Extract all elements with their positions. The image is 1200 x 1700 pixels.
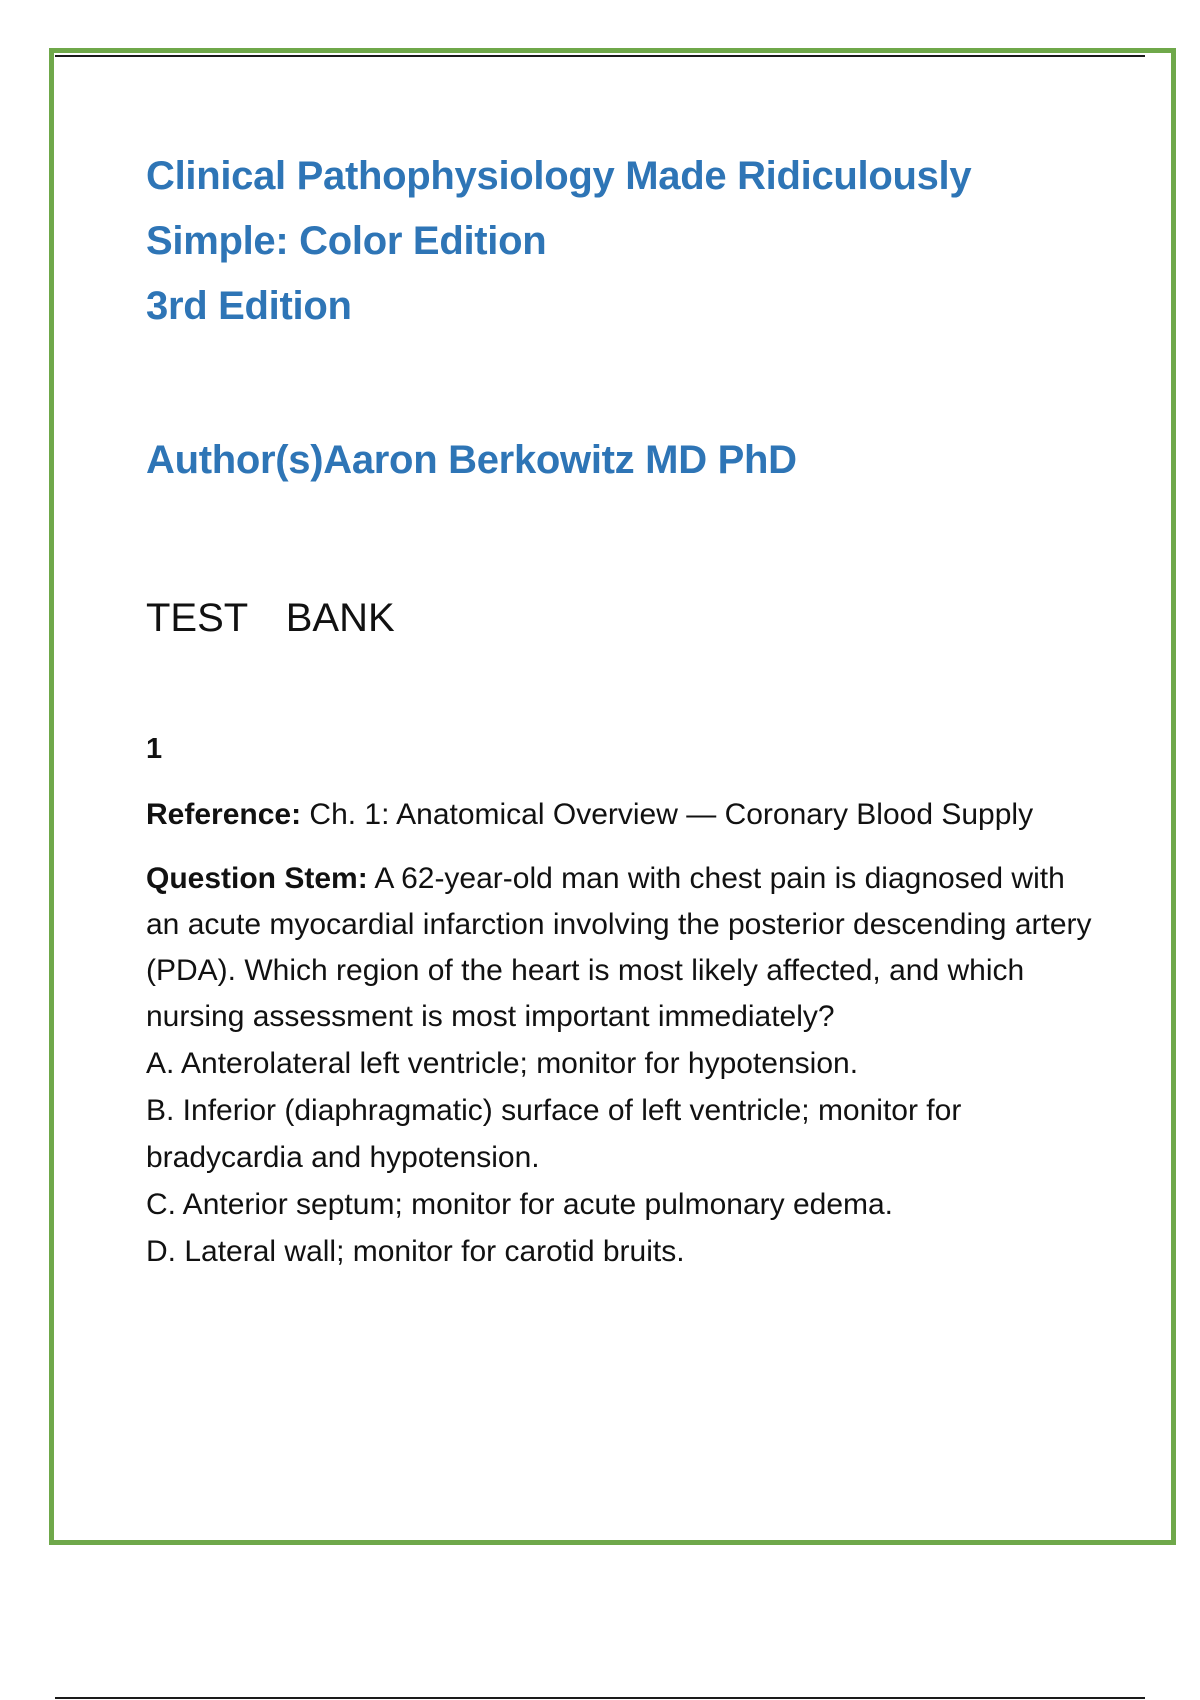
edition-label: 3rd Edition — [146, 284, 352, 328]
answer-option-c: C. Anterior septum; monitor for acute pulmonary edema. — [146, 1188, 894, 1221]
question-number: 1 — [146, 733, 163, 765]
stem-label: Question Stem: — [146, 862, 368, 895]
answer-option-d: D. Lateral wall; monitor for carotid bruits. — [146, 1235, 685, 1268]
question-stem — [146, 856, 1106, 1040]
author-line: Author(s)Aaron Berkowitz MD PhD — [146, 438, 797, 482]
reference-text: Ch. 1: Anatomical Overview — Coronary Blood Supply — [301, 798, 1034, 831]
top-rule — [55, 55, 1145, 57]
reference-label: Reference: — [146, 798, 302, 831]
answer-option-b: B. Inferior (diaphragmatic) surface of left ventricle; monitor for bradycardia and hypotension. — [146, 1094, 962, 1174]
document-content — [146, 144, 1106, 1275]
test-bank-heading: TEST BANK — [146, 596, 395, 640]
bottom-rule — [55, 1697, 1145, 1699]
question-reference — [146, 792, 1106, 838]
answer-options — [146, 1040, 1106, 1275]
stem-text: A 62-year-old man with chest pain is diagnosed with an acute myocardial infarction involving the posterior descending artery (PDA). Which region of the heart is most likely affected, and which nursing assessment is most important immediately? — [146, 862, 1092, 1033]
answer-option-a: A. Anterolateral left ventricle; monitor for hypotension. — [146, 1047, 859, 1080]
book-title: Clinical Pathophysiology Made Ridiculously Simple: Color Edition — [146, 154, 972, 263]
